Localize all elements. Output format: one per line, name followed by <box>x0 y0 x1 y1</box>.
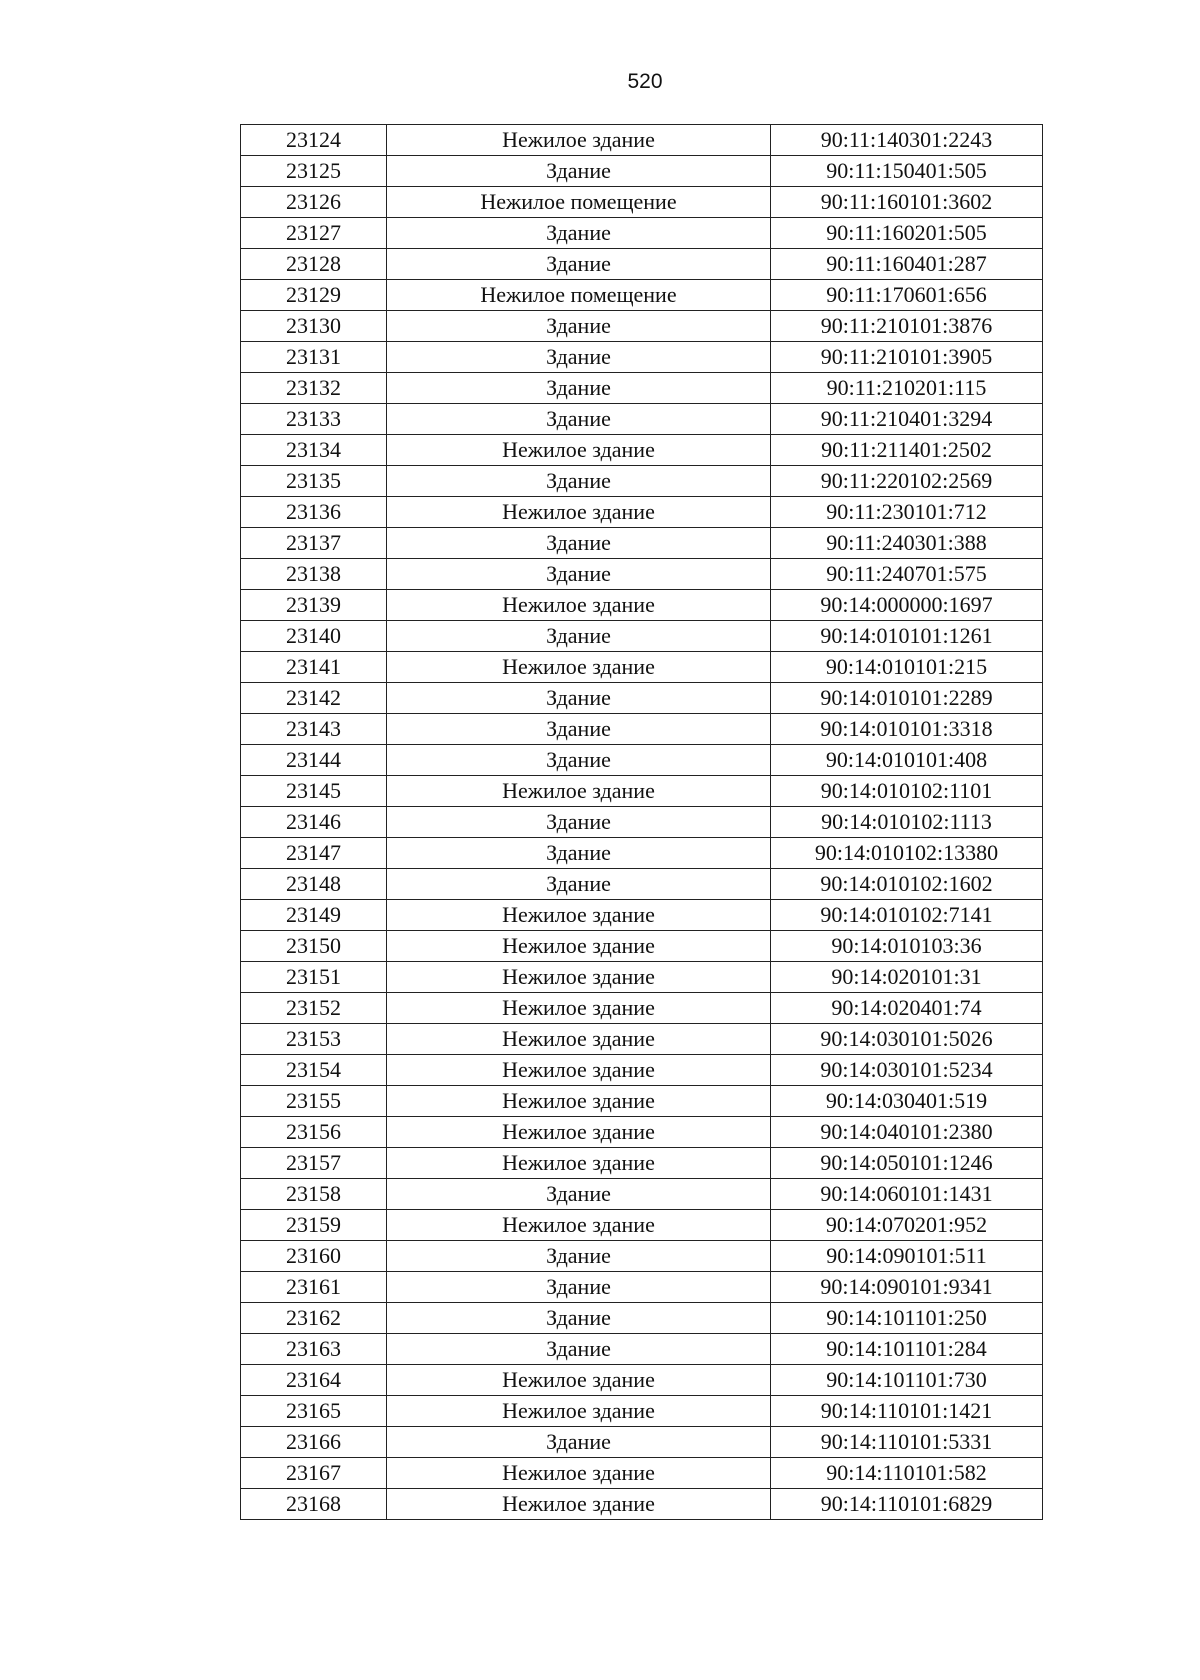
table-row <box>241 497 1043 528</box>
table-row <box>241 125 1043 156</box>
row-number-cell: 23145 <box>241 776 387 807</box>
object-type-cell: Здание <box>387 683 771 714</box>
table-row <box>241 621 1043 652</box>
cadastral-number-cell: 90:14:010102:1101 <box>771 776 1043 807</box>
table-row <box>241 714 1043 745</box>
object-type-cell: Здание <box>387 714 771 745</box>
object-type-cell: Здание <box>387 1272 771 1303</box>
page-number: 520 <box>627 70 663 93</box>
table-row <box>241 1303 1043 1334</box>
row-number-cell: 23137 <box>241 528 387 559</box>
object-type-cell: Нежилое здание <box>387 1458 771 1489</box>
cadastral-number-cell: 90:11:240701:575 <box>771 559 1043 590</box>
table-row <box>241 900 1043 931</box>
table-row <box>241 280 1043 311</box>
object-type-cell: Нежилое здание <box>387 497 771 528</box>
cadastral-number-cell: 90:11:210101:3905 <box>771 342 1043 373</box>
table-row <box>241 1489 1043 1520</box>
cadastral-number-cell: 90:14:110101:6829 <box>771 1489 1043 1520</box>
table-row <box>241 1427 1043 1458</box>
table-row <box>241 187 1043 218</box>
row-number-cell: 23154 <box>241 1055 387 1086</box>
cadastral-number-cell: 90:11:160101:3602 <box>771 187 1043 218</box>
cadastral-number-cell: 90:14:110101:582 <box>771 1458 1043 1489</box>
object-type-cell: Нежилое здание <box>387 993 771 1024</box>
row-number-cell: 23165 <box>241 1396 387 1427</box>
table-row <box>241 311 1043 342</box>
cadastral-number-cell: 90:11:160401:287 <box>771 249 1043 280</box>
row-number-cell: 23152 <box>241 993 387 1024</box>
object-type-cell: Здание <box>387 745 771 776</box>
row-number-cell: 23158 <box>241 1179 387 1210</box>
table-row <box>241 435 1043 466</box>
table-row <box>241 1396 1043 1427</box>
row-number-cell: 23159 <box>241 1210 387 1241</box>
object-type-cell: Нежилое здание <box>387 1086 771 1117</box>
cadastral-number-cell: 90:11:140301:2243 <box>771 125 1043 156</box>
object-type-cell: Здание <box>387 1427 771 1458</box>
row-number-cell: 23124 <box>241 125 387 156</box>
cadastral-number-cell: 90:14:010103:36 <box>771 931 1043 962</box>
row-number-cell: 23127 <box>241 218 387 249</box>
cadastral-number-cell: 90:14:060101:1431 <box>771 1179 1043 1210</box>
row-number-cell: 23125 <box>241 156 387 187</box>
table-row <box>241 962 1043 993</box>
object-type-cell: Здание <box>387 156 771 187</box>
object-type-cell: Здание <box>387 528 771 559</box>
object-type-cell: Здание <box>387 838 771 869</box>
row-number-cell: 23146 <box>241 807 387 838</box>
cadastral-number-cell: 90:14:010102:13380 <box>771 838 1043 869</box>
cadastral-number-cell: 90:14:101101:730 <box>771 1365 1043 1396</box>
cadastral-number-cell: 90:14:110101:5331 <box>771 1427 1043 1458</box>
cadastral-number-cell: 90:14:040101:2380 <box>771 1117 1043 1148</box>
row-number-cell: 23134 <box>241 435 387 466</box>
table-row <box>241 931 1043 962</box>
row-number-cell: 23133 <box>241 404 387 435</box>
row-number-cell: 23166 <box>241 1427 387 1458</box>
row-number-cell: 23131 <box>241 342 387 373</box>
object-type-cell: Нежилое здание <box>387 1489 771 1520</box>
table-row <box>241 1334 1043 1365</box>
cadastral-number-cell: 90:11:150401:505 <box>771 156 1043 187</box>
cadastral-number-cell: 90:14:030101:5234 <box>771 1055 1043 1086</box>
cadastral-number-cell: 90:14:101101:284 <box>771 1334 1043 1365</box>
cadastral-number-cell: 90:11:210201:115 <box>771 373 1043 404</box>
cadastral-number-cell: 90:14:010101:3318 <box>771 714 1043 745</box>
table-body <box>241 125 1043 1520</box>
row-number-cell: 23149 <box>241 900 387 931</box>
row-number-cell: 23150 <box>241 931 387 962</box>
object-type-cell: Нежилое здание <box>387 1365 771 1396</box>
object-type-cell: Здание <box>387 218 771 249</box>
object-type-cell: Нежилое здание <box>387 652 771 683</box>
row-number-cell: 23143 <box>241 714 387 745</box>
object-type-cell: Нежилое здание <box>387 962 771 993</box>
object-type-cell: Здание <box>387 1303 771 1334</box>
row-number-cell: 23155 <box>241 1086 387 1117</box>
row-number-cell: 23167 <box>241 1458 387 1489</box>
table-row <box>241 1117 1043 1148</box>
cadastral-number-cell: 90:14:020401:74 <box>771 993 1043 1024</box>
row-number-cell: 23162 <box>241 1303 387 1334</box>
row-number-cell: 23142 <box>241 683 387 714</box>
object-type-cell: Нежилое здание <box>387 900 771 931</box>
object-type-cell: Здание <box>387 404 771 435</box>
table-row <box>241 156 1043 187</box>
registry-table <box>240 124 1043 1520</box>
table-row <box>241 745 1043 776</box>
object-type-cell: Здание <box>387 249 771 280</box>
object-type-cell: Нежилое здание <box>387 1396 771 1427</box>
cadastral-number-cell: 90:11:211401:2502 <box>771 435 1043 466</box>
row-number-cell: 23157 <box>241 1148 387 1179</box>
cadastral-number-cell: 90:11:210401:3294 <box>771 404 1043 435</box>
cadastral-number-cell: 90:14:010101:408 <box>771 745 1043 776</box>
object-type-cell: Здание <box>387 1179 771 1210</box>
object-type-cell: Здание <box>387 559 771 590</box>
cadastral-number-cell: 90:14:010102:1113 <box>771 807 1043 838</box>
table-row <box>241 776 1043 807</box>
cadastral-number-cell: 90:14:110101:1421 <box>771 1396 1043 1427</box>
row-number-cell: 23136 <box>241 497 387 528</box>
table-row <box>241 528 1043 559</box>
table-row <box>241 652 1043 683</box>
object-type-cell: Нежилое здание <box>387 435 771 466</box>
object-type-cell: Нежилое здание <box>387 1117 771 1148</box>
table-row <box>241 1272 1043 1303</box>
row-number-cell: 23132 <box>241 373 387 404</box>
object-type-cell: Нежилое здание <box>387 1024 771 1055</box>
row-number-cell: 23148 <box>241 869 387 900</box>
row-number-cell: 23135 <box>241 466 387 497</box>
table-row <box>241 342 1043 373</box>
row-number-cell: 23139 <box>241 590 387 621</box>
table-row <box>241 404 1043 435</box>
cadastral-number-cell: 90:11:220102:2569 <box>771 466 1043 497</box>
object-type-cell: Нежилое здание <box>387 590 771 621</box>
object-type-cell: Здание <box>387 342 771 373</box>
row-number-cell: 23141 <box>241 652 387 683</box>
cadastral-number-cell: 90:14:000000:1697 <box>771 590 1043 621</box>
row-number-cell: 23129 <box>241 280 387 311</box>
table-row <box>241 249 1043 280</box>
table-row <box>241 1148 1043 1179</box>
table-row <box>241 1365 1043 1396</box>
cadastral-number-cell: 90:14:090101:9341 <box>771 1272 1043 1303</box>
table-row <box>241 373 1043 404</box>
table-row <box>241 993 1043 1024</box>
cadastral-number-cell: 90:11:160201:505 <box>771 218 1043 249</box>
row-number-cell: 23164 <box>241 1365 387 1396</box>
object-type-cell: Нежилое здание <box>387 125 771 156</box>
table-row <box>241 1458 1043 1489</box>
cadastral-number-cell: 90:11:170601:656 <box>771 280 1043 311</box>
object-type-cell: Здание <box>387 1334 771 1365</box>
row-number-cell: 23128 <box>241 249 387 280</box>
table-row <box>241 1210 1043 1241</box>
object-type-cell: Здание <box>387 466 771 497</box>
object-type-cell: Здание <box>387 1241 771 1272</box>
object-type-cell: Здание <box>387 373 771 404</box>
object-type-cell: Нежилое здание <box>387 1210 771 1241</box>
cadastral-number-cell: 90:14:101101:250 <box>771 1303 1043 1334</box>
object-type-cell: Здание <box>387 311 771 342</box>
cadastral-number-cell: 90:11:210101:3876 <box>771 311 1043 342</box>
row-number-cell: 23168 <box>241 1489 387 1520</box>
row-number-cell: 23144 <box>241 745 387 776</box>
object-type-cell: Нежилое помещение <box>387 280 771 311</box>
cadastral-number-cell: 90:14:030101:5026 <box>771 1024 1043 1055</box>
cadastral-number-cell: 90:14:010101:1261 <box>771 621 1043 652</box>
object-type-cell: Нежилое помещение <box>387 187 771 218</box>
object-type-cell: Нежилое здание <box>387 1055 771 1086</box>
row-number-cell: 23138 <box>241 559 387 590</box>
cadastral-number-cell: 90:14:070201:952 <box>771 1210 1043 1241</box>
table-row <box>241 466 1043 497</box>
cadastral-number-cell: 90:14:010101:215 <box>771 652 1043 683</box>
cadastral-number-cell: 90:14:010102:7141 <box>771 900 1043 931</box>
row-number-cell: 23160 <box>241 1241 387 1272</box>
table-row <box>241 838 1043 869</box>
table-row <box>241 869 1043 900</box>
object-type-cell: Здание <box>387 807 771 838</box>
row-number-cell: 23151 <box>241 962 387 993</box>
cadastral-number-cell: 90:14:050101:1246 <box>771 1148 1043 1179</box>
table-row <box>241 218 1043 249</box>
cadastral-number-cell: 90:14:010101:2289 <box>771 683 1043 714</box>
cadastral-number-cell: 90:14:030401:519 <box>771 1086 1043 1117</box>
table-row <box>241 590 1043 621</box>
cadastral-number-cell: 90:14:010102:1602 <box>771 869 1043 900</box>
row-number-cell: 23161 <box>241 1272 387 1303</box>
table-row <box>241 683 1043 714</box>
row-number-cell: 23130 <box>241 311 387 342</box>
row-number-cell: 23126 <box>241 187 387 218</box>
row-number-cell: 23153 <box>241 1024 387 1055</box>
row-number-cell: 23163 <box>241 1334 387 1365</box>
cadastral-number-cell: 90:11:230101:712 <box>771 497 1043 528</box>
table-row <box>241 1086 1043 1117</box>
table-row <box>241 807 1043 838</box>
object-type-cell: Здание <box>387 869 771 900</box>
object-type-cell: Здание <box>387 621 771 652</box>
cadastral-number-cell: 90:11:240301:388 <box>771 528 1043 559</box>
object-type-cell: Нежилое здание <box>387 776 771 807</box>
row-number-cell: 23140 <box>241 621 387 652</box>
table-row <box>241 1241 1043 1272</box>
object-type-cell: Нежилое здание <box>387 1148 771 1179</box>
table-row <box>241 1179 1043 1210</box>
table-row <box>241 1024 1043 1055</box>
table-row <box>241 1055 1043 1086</box>
table-row <box>241 559 1043 590</box>
row-number-cell: 23156 <box>241 1117 387 1148</box>
cadastral-number-cell: 90:14:090101:511 <box>771 1241 1043 1272</box>
object-type-cell: Нежилое здание <box>387 931 771 962</box>
cadastral-number-cell: 90:14:020101:31 <box>771 962 1043 993</box>
row-number-cell: 23147 <box>241 838 387 869</box>
